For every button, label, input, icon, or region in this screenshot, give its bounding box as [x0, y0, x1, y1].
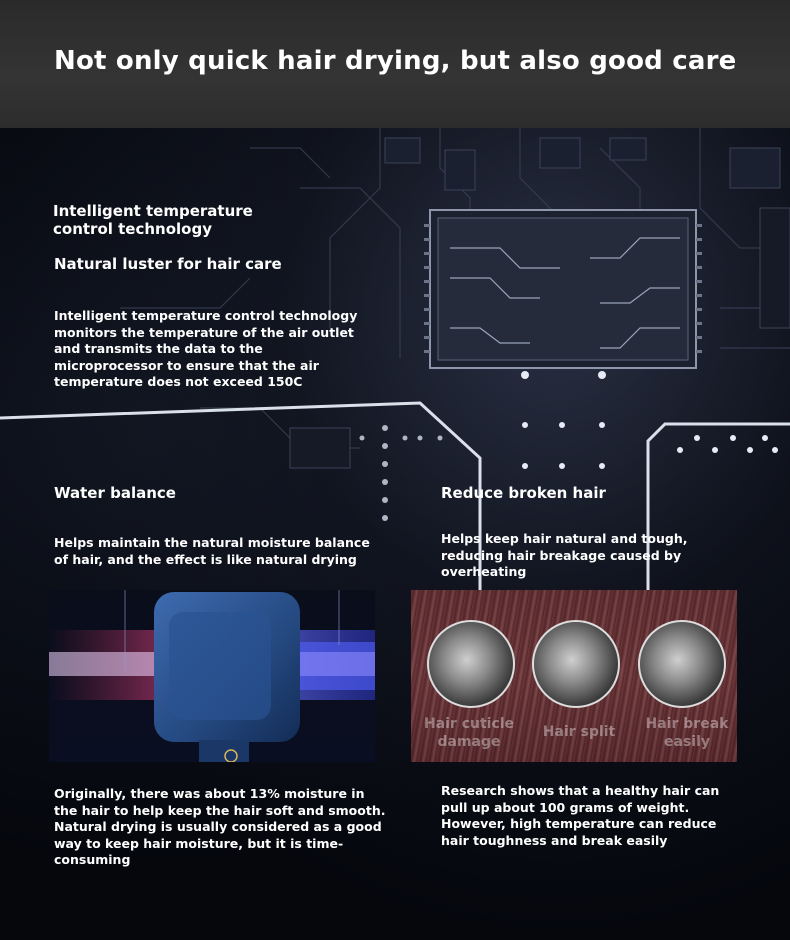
cuticle-damage-microscope-icon	[427, 620, 515, 708]
intelligent-temperature-description: Intelligent temperature control technology monitors the temperature of the air outlet and transmits the data to the microprocessor to ensure that the air temperature does not exceed 150C	[54, 308, 358, 389]
page-title: Not only quick hair drying, but also good care	[54, 46, 737, 76]
reduce-broken-hair-description: Helps keep hair natural and tough, reducing hair breakage caused by overheating	[441, 531, 688, 579]
hair-damage-image	[411, 590, 737, 762]
water-balance-description: Helps maintain the natural moisture balance of hair, and the effect is like natural drying	[54, 535, 370, 567]
hair-cuticle-damage-label: Hair cuticle damage	[423, 716, 515, 750]
water-balance-footer-text: Originally, there was about 13% moisture in the hair to help keep the hair soft and smooth. Natural drying is usually considered as a good way to keep hair moisture, but it is time-consuming	[54, 786, 386, 867]
water-balance-heading: Water balance	[54, 484, 176, 502]
reduce-broken-hair-heading: Reduce broken hair	[441, 484, 606, 502]
split-hair-microscope-icon	[532, 620, 620, 708]
intelligent-temperature-heading: Intelligent temperature control technology	[53, 202, 253, 238]
title-banner	[0, 0, 790, 128]
hair-dryer-image	[49, 590, 375, 762]
natural-luster-heading: Natural luster for hair care	[54, 255, 282, 273]
hair-split-label: Hair split	[542, 724, 616, 740]
broken-hair-microscope-icon	[638, 620, 726, 708]
hair-dryer-illustration	[49, 590, 375, 762]
reduce-broken-hair-footer-text: Research shows that a healthy hair can pull up about 100 grams of weight. However, high temperature can reduce hair toughness and break easily	[441, 783, 720, 848]
hair-break-easily-label: Hair break easily	[645, 716, 729, 750]
